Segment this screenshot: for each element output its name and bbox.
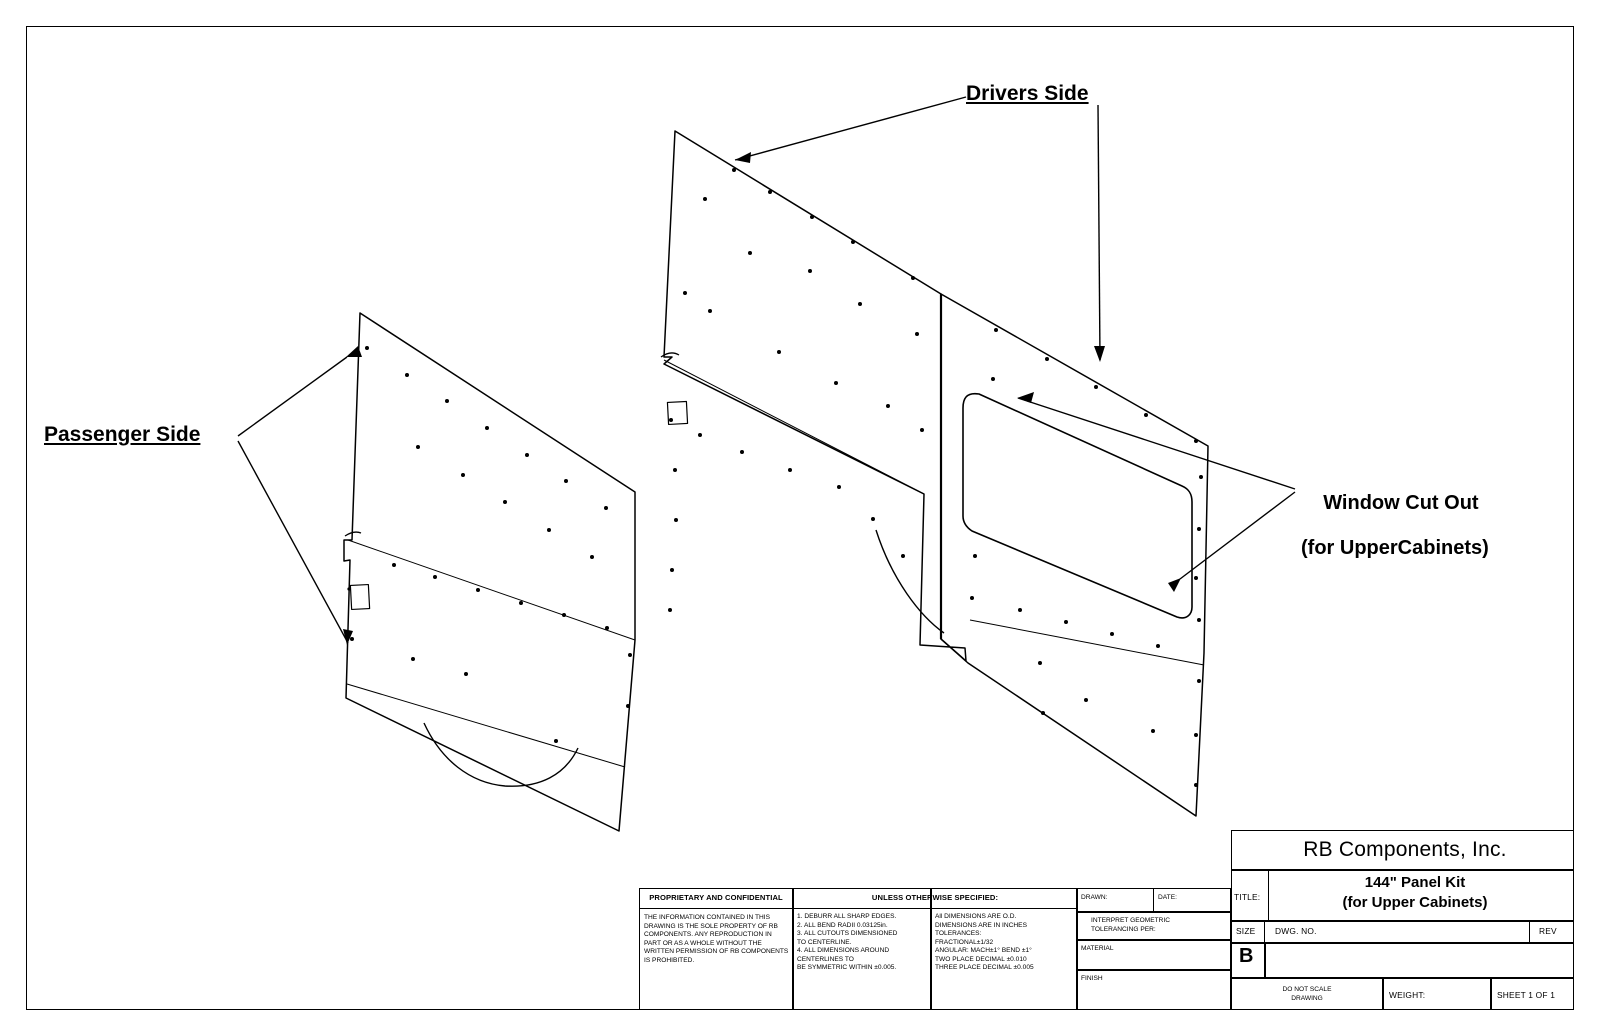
tb-interpret-line1: INTERPRET GEOMETRIC bbox=[1091, 917, 1171, 924]
tb-date-label: DATE: bbox=[1158, 894, 1177, 901]
tb-rev-label: REV bbox=[1539, 926, 1557, 936]
tb-proprietary-body: THE INFORMATION CONTAINED IN THIS DRAWING IS THE SOLE PROPERTY OF RB COMPONENTS. ANY REPRODUCTION IN PART OR AS A WHOLE WITHOUT THE WRITTEN PERMISSION OF RB COMPONENTS IS PROHIBITED. bbox=[644, 914, 789, 964]
callout-window-cutout-line1: Window Cut Out bbox=[1323, 492, 1479, 515]
tb-note-4: TO CENTERLINE. bbox=[797, 938, 852, 946]
tb-note-6: CENTERLINES TO bbox=[797, 955, 854, 963]
drawing-title-line1: 144" Panel Kit bbox=[1364, 874, 1466, 891]
drawing-title bbox=[1270, 873, 1560, 912]
tb-interpret-label bbox=[1091, 917, 1227, 934]
tb-tolerances-list bbox=[935, 913, 1077, 973]
tb-note-7: BE SYMMETRIC WITHIN ±0.005. bbox=[797, 964, 897, 972]
tb-size-value: B bbox=[1239, 945, 1254, 967]
callout-drivers-side: Drivers Side bbox=[966, 82, 1089, 105]
tb-dwg-area bbox=[1265, 943, 1574, 978]
drawing-title-line2: (for Upper Cabinets) bbox=[1342, 893, 1488, 911]
tb-notes-list bbox=[797, 913, 931, 973]
tb-do-not-scale-line1: DO NOT SCALE bbox=[1282, 986, 1332, 993]
tb-note-3: 3. ALL CUTOUTS DIMENSIONED bbox=[797, 930, 898, 938]
tb-tol-4: FRACTIONAL±1/32 bbox=[935, 938, 994, 946]
tb-do-not-scale bbox=[1234, 986, 1380, 1003]
tb-sheet-label: SHEET 1 OF 1 bbox=[1497, 990, 1556, 1000]
tb-note-1: 1. DEBURR ALL SHARP EDGES. bbox=[797, 913, 897, 920]
tb-material-label: MATERIAL bbox=[1081, 945, 1114, 952]
tb-tol-5: ANGULAR: MACH±1° BEND ±1° bbox=[935, 947, 1032, 955]
tb-size-label: SIZE bbox=[1236, 926, 1256, 936]
tb-proprietary-header: PROPRIETARY AND CONFIDENTIAL bbox=[649, 893, 783, 902]
tb-finish-label: FINISH bbox=[1081, 975, 1103, 982]
tb-title-label: TITLE: bbox=[1234, 892, 1261, 902]
callout-passenger-side: Passenger Side bbox=[44, 423, 201, 446]
tb-tol-6: TWO PLACE DECIMAL ±0.010 bbox=[935, 955, 1027, 963]
tb-note-2: 2. ALL BEND RADII 0.03125in. bbox=[797, 921, 888, 929]
tb-tol-3: TOLERANCES: bbox=[935, 930, 982, 938]
tb-tol-1: All DIMENSIONS ARE O.D. bbox=[935, 913, 1017, 920]
tb-dwg-no-label: DWG. NO. bbox=[1275, 926, 1317, 936]
tb-do-not-scale-line2: DRAWING bbox=[1291, 994, 1323, 1002]
tb-tol-7: THREE PLACE DECIMAL ±0.005 bbox=[935, 964, 1034, 972]
tb-weight-label: WEIGHT: bbox=[1389, 990, 1426, 1000]
tb-drawn-label: DRAWN: bbox=[1081, 894, 1108, 901]
tb-unless-header: UNLESS OTHERWISE SPECIFIED: bbox=[871, 893, 999, 902]
callout-window-cutout bbox=[1301, 470, 1489, 604]
callout-window-cutout-line2: (for UpperCabinets) bbox=[1301, 537, 1489, 560]
tb-note-5: 4. ALL DIMENSIONS AROUND bbox=[797, 947, 890, 955]
tb-tol-2: DIMENSIONS ARE IN INCHES bbox=[935, 921, 1027, 929]
company-name: RB Components, Inc. bbox=[1303, 838, 1507, 861]
tb-interpret-line2: TOLERANCING PER: bbox=[1091, 925, 1156, 933]
